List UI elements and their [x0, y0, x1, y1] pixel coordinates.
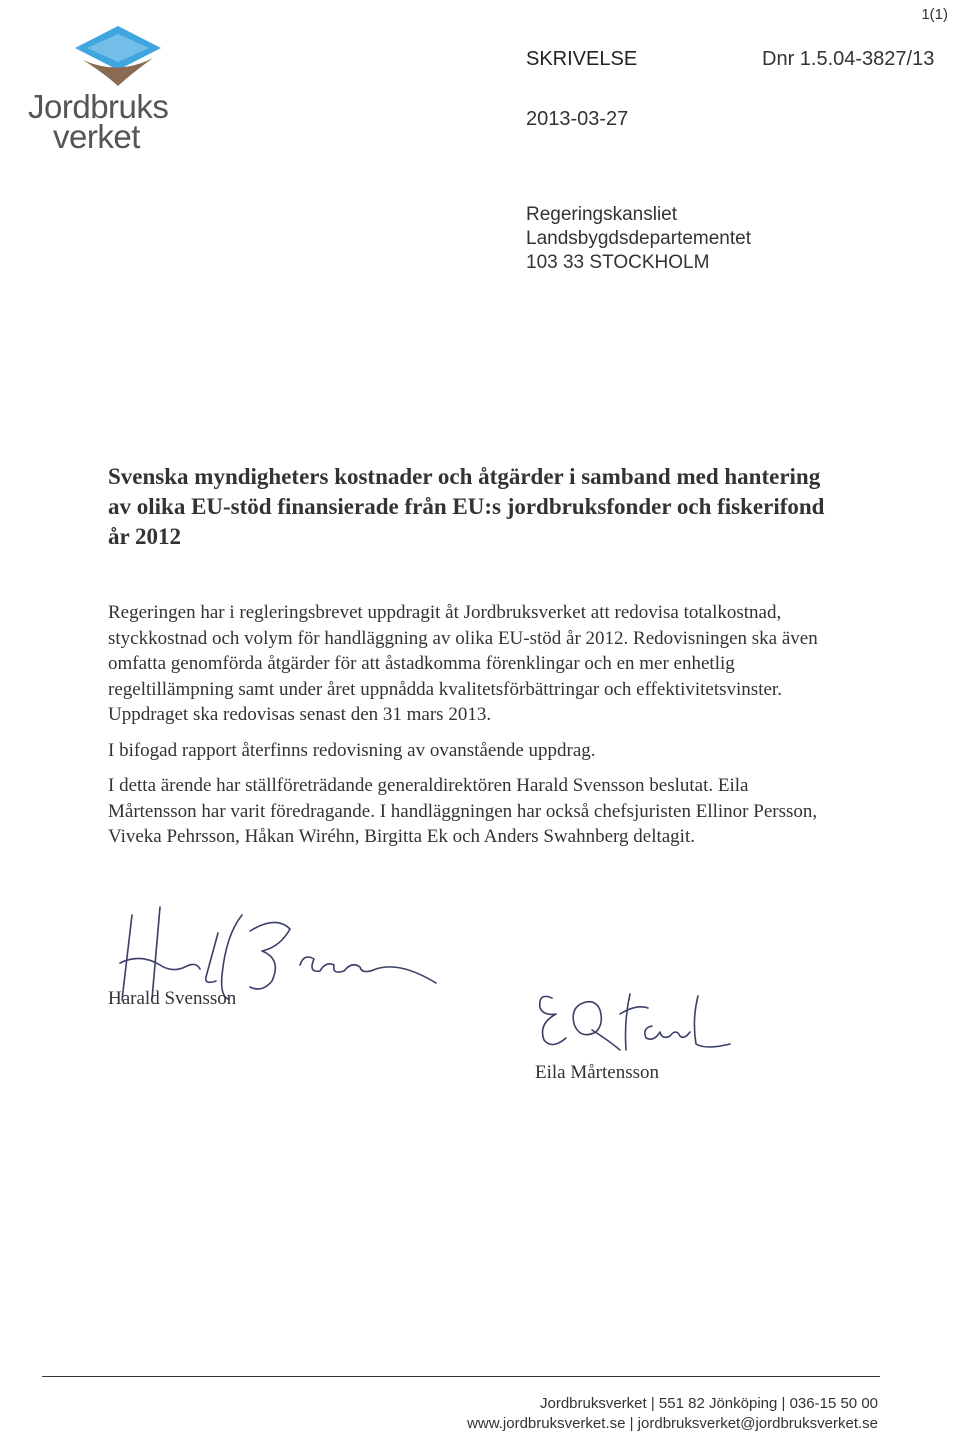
document-type: SKRIVELSE	[526, 48, 638, 70]
body-paragraph: Regeringen har i regleringsbrevet uppdragit åt Jordbruksverket att redovisa totalkostnad, styckkostnad och volym för handläggning av olika EU-stöd år 2012. Redovisningen ska även omfatta genomförda åtgärder för att åstadkomma förenklingar och en mer enhetlig regeltillämpning samt under året uppnådda kvalitetsförbättringar och effektivitetsvinster. Uppdraget ska redovisas senast den 31 mars 2013.	[108, 602, 818, 725]
footer-contact: www.jordbruksverket.se | jordbruksverket@jordbruksverket.se	[467, 1415, 878, 1432]
footer-divider	[42, 1376, 880, 1377]
body-paragraph: I bifogad rapport återfinns redovisning av ovanstående uppdrag.	[108, 739, 596, 761]
signatory-name: Harald Svensson	[108, 988, 237, 1009]
document-date: 2013-03-27	[526, 108, 629, 130]
body-paragraph: I detta ärende har ställföreträdande generaldirektören Harald Svensson beslutat. Eila Mårtensson har varit föredragande. I handläggningen har också chefsjuristen Ellinor Persson, Viveka Pehrsson, Håkan Wiréhn, Birgitta Ek och Anders Swahnberg deltagit.	[108, 775, 818, 847]
footer-address: Jordbruksverket | 551 82 Jönköping | 036-15 50 00	[539, 1395, 878, 1412]
signatory-name: Eila Mårtensson	[535, 1062, 660, 1083]
document-body	[108, 600, 838, 860]
page-number: 1(1)	[921, 6, 948, 23]
logo-emblem-icon	[73, 24, 163, 90]
recipient-address	[526, 203, 751, 275]
recipient-line: 103 33 STOCKHOLM	[526, 252, 710, 273]
recipient-line: Regeringskansliet	[526, 204, 678, 225]
logo-text-line1: Jordbruks	[28, 88, 169, 125]
signature-eila-martensson	[530, 980, 760, 1070]
logo-text-line2: verket	[53, 118, 140, 155]
jordbruksverket-logo	[28, 24, 198, 164]
document-number: Dnr 1.5.04-3827/13	[762, 48, 935, 70]
recipient-line: Landsbygdsdepartementet	[526, 228, 751, 249]
document-title: Svenska myndigheters kostnader och åtgärder i samband med hantering av olika EU-stöd finansierade från EU:s jordbruksfonder och fiskerifond år 2012	[108, 464, 825, 549]
